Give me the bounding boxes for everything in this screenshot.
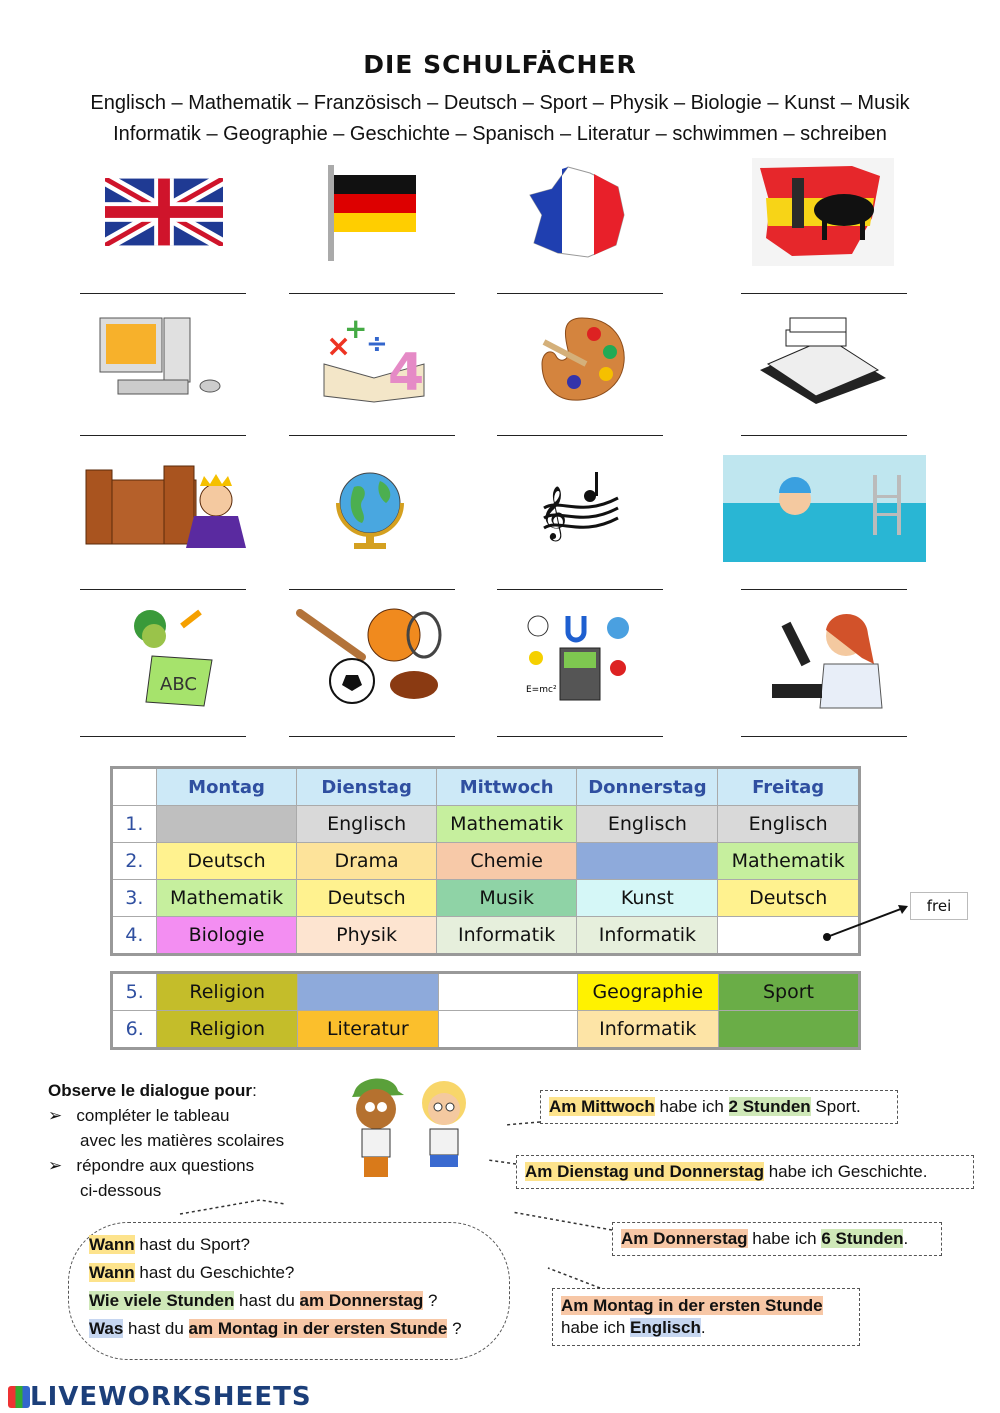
timetable-row xyxy=(112,806,860,843)
svg-text:ABC: ABC xyxy=(160,674,197,695)
period-number: 3. xyxy=(112,880,157,917)
svg-text:4: 4 xyxy=(388,343,425,403)
bullet-text: avec les matières scolaires xyxy=(80,1131,285,1150)
bullet-text: ci-dessous xyxy=(80,1181,162,1200)
timetable-cell: Biologie xyxy=(156,917,297,955)
spain-map-bull-icon xyxy=(752,158,894,266)
period-number: 4. xyxy=(112,917,157,955)
timetable-cell: Englisch xyxy=(718,806,860,843)
timetable-cell: Literatur xyxy=(297,1011,438,1049)
question-highlight: Wie viele Stunden xyxy=(89,1291,235,1310)
day-header: Dienstag xyxy=(297,768,437,806)
timetable-afternoon xyxy=(110,971,861,1050)
instructions-heading: Observe le dialogue pour xyxy=(48,1081,253,1100)
period-number: 2. xyxy=(112,843,157,880)
question-text: hast du xyxy=(123,1319,189,1338)
answer-line-4[interactable] xyxy=(741,293,907,294)
timetable-cell: Informatik xyxy=(436,917,577,955)
computer-icon xyxy=(98,314,230,404)
math-book-icon xyxy=(318,312,430,404)
period-number: 6. xyxy=(112,1011,157,1049)
child-writing-abc-icon xyxy=(112,606,222,710)
answer-line-6[interactable] xyxy=(289,435,455,436)
instructions-colon: : xyxy=(252,1081,257,1100)
answer-line-13[interactable] xyxy=(80,736,246,737)
answer-line-10[interactable] xyxy=(289,589,455,590)
german-flag-icon xyxy=(322,163,422,263)
corner-cell xyxy=(112,768,157,806)
timetable-cell[interactable] xyxy=(577,843,718,880)
answer-line-16[interactable] xyxy=(741,736,907,737)
svg-text:÷: ÷ xyxy=(366,329,388,359)
day-header: Mittwoch xyxy=(436,768,577,806)
timetable-cell: Informatik xyxy=(577,917,718,955)
answer-line-7[interactable] xyxy=(497,435,663,436)
timetable-cell: Chemie xyxy=(436,843,577,880)
timetable-cell[interactable] xyxy=(438,1011,577,1049)
timetable-cell[interactable] xyxy=(718,1011,859,1049)
logo-text: LIVEWORKSHEETS xyxy=(30,1382,312,1412)
timetable-row xyxy=(112,973,860,1011)
svg-text:𝄞: 𝄞 xyxy=(540,485,568,539)
timetable-cell: Deutsch xyxy=(297,880,437,917)
bullet-text: compléter le tableau xyxy=(76,1106,230,1125)
question-highlight: Was xyxy=(89,1319,124,1338)
timetable-cell: Religion xyxy=(157,973,298,1011)
answer-line-2[interactable] xyxy=(289,293,455,294)
timetable xyxy=(110,766,861,956)
answer-text: . xyxy=(903,1229,909,1248)
question-highlight: Wann xyxy=(89,1235,135,1254)
timetable-cell: Religion xyxy=(157,1011,298,1049)
timetable-cell: Informatik xyxy=(577,1011,718,1049)
question-text: ? xyxy=(447,1319,462,1338)
timetable-cell: Geographie xyxy=(577,973,718,1011)
logo-blocks-icon xyxy=(8,1386,30,1408)
timetable-cell: Kunst xyxy=(577,880,718,917)
period-number: 5. xyxy=(112,973,157,1011)
answer-line-11[interactable] xyxy=(497,589,663,590)
arrow-bullet-icon: ➢ xyxy=(48,1156,63,1175)
day-header: Donnerstag xyxy=(577,768,718,806)
bullet-text: répondre aux questions xyxy=(76,1156,255,1175)
answer-highlight: Am Dienstag und Donnerstag xyxy=(525,1162,764,1181)
answer-line-15[interactable] xyxy=(497,736,663,737)
timetable-cell: Deutsch xyxy=(156,843,297,880)
answer-text: Sport. xyxy=(810,1097,861,1116)
questions-bubble xyxy=(68,1222,510,1360)
newspapers-books-icon xyxy=(756,312,890,404)
timetable-cell: Deutsch xyxy=(718,880,860,917)
answer-highlight: 6 Stunden xyxy=(821,1229,904,1248)
worksheet-title: DIE SCHULFÄCHER xyxy=(363,50,637,79)
timetable-cell: Englisch xyxy=(297,806,437,843)
liveworksheets-logo[interactable] xyxy=(8,1382,312,1412)
paint-palette-icon xyxy=(534,312,630,408)
physics-symbols-icon xyxy=(524,612,636,704)
timetable-cell: Drama xyxy=(297,843,437,880)
scientist-microscope-icon xyxy=(766,604,886,710)
timetable-row xyxy=(112,1011,860,1049)
question-text: ? xyxy=(423,1291,438,1310)
question-text: hast du Sport? xyxy=(134,1235,250,1254)
question-highlight: am Montag in der ersten Stunde xyxy=(188,1319,448,1338)
timetable-cell: Physik xyxy=(297,917,437,955)
timetable-cell: Englisch xyxy=(577,806,718,843)
answer-text: habe ich xyxy=(561,1318,630,1337)
timetable-header-row xyxy=(112,768,860,806)
day-header: Freitag xyxy=(718,768,860,806)
period-number: 1. xyxy=(112,806,157,843)
timetable-cell: Mathematik xyxy=(156,880,297,917)
answer-highlight: Am Mittwoch xyxy=(549,1097,655,1116)
question-text: hast du xyxy=(234,1291,300,1310)
question-highlight: Wann xyxy=(89,1263,135,1282)
answer-line-3[interactable] xyxy=(497,293,663,294)
answer-line-12[interactable] xyxy=(741,589,907,590)
sports-balls-icon xyxy=(296,605,452,707)
timetable-cell[interactable] xyxy=(438,973,577,1011)
question-highlight: am Donnerstag xyxy=(299,1291,424,1310)
word-bank-line-1: Englisch – Mathematik – Französisch – Deutsch – Sport – Physik – Biologie – Kunst – Musik xyxy=(90,92,910,114)
timetable-cell: Mathematik xyxy=(718,843,860,880)
arrow-bullet-icon: ➢ xyxy=(48,1106,63,1125)
answer-highlight: Am Montag in der ersten Stunde xyxy=(561,1296,823,1315)
castle-king-icon xyxy=(76,460,248,550)
answer-line-14[interactable] xyxy=(289,736,455,737)
answer-line-8[interactable] xyxy=(741,435,907,436)
frei-arrow xyxy=(820,895,915,945)
answer-text: habe ich xyxy=(654,1097,729,1116)
answer-line-5[interactable] xyxy=(80,435,246,436)
timetable-cell[interactable] xyxy=(156,806,297,843)
frei-label: frei xyxy=(910,892,968,920)
answer-text: habe ich Geschichte. xyxy=(763,1162,928,1181)
answer-text: habe ich xyxy=(747,1229,822,1248)
answer-highlight: 2 Stunden xyxy=(728,1097,811,1116)
svg-text:E=mc²: E=mc² xyxy=(526,685,557,695)
answer-highlight: Am Donnerstag xyxy=(621,1229,748,1248)
timetable-cell: Sport xyxy=(718,973,859,1011)
word-bank-line-2: Informatik – Geographie – Geschichte – Spanisch – Literatur – schwimmen – schreiben xyxy=(113,123,887,145)
svg-text:+: + xyxy=(344,312,368,345)
timetable-row xyxy=(112,843,860,880)
timetable-row xyxy=(112,880,860,917)
music-notes-icon xyxy=(540,468,622,548)
question-text: hast du Geschichte? xyxy=(134,1263,295,1282)
svg-text:×: × xyxy=(326,329,352,364)
timetable-row xyxy=(112,917,860,955)
answer-highlight: Englisch xyxy=(630,1318,701,1337)
timetable-cell[interactable] xyxy=(297,973,438,1011)
answer-text: . xyxy=(700,1318,706,1337)
uk-flag-icon xyxy=(105,178,223,246)
timetable-cell: Musik xyxy=(436,880,577,917)
swimmer-pool-icon xyxy=(723,455,926,562)
france-map-flag-icon xyxy=(528,165,628,260)
globe-icon xyxy=(328,463,414,553)
day-header: Montag xyxy=(156,768,297,806)
timetable-cell: Mathematik xyxy=(436,806,577,843)
answer-line-1[interactable] xyxy=(80,293,246,294)
answer-line-9[interactable] xyxy=(80,589,246,590)
